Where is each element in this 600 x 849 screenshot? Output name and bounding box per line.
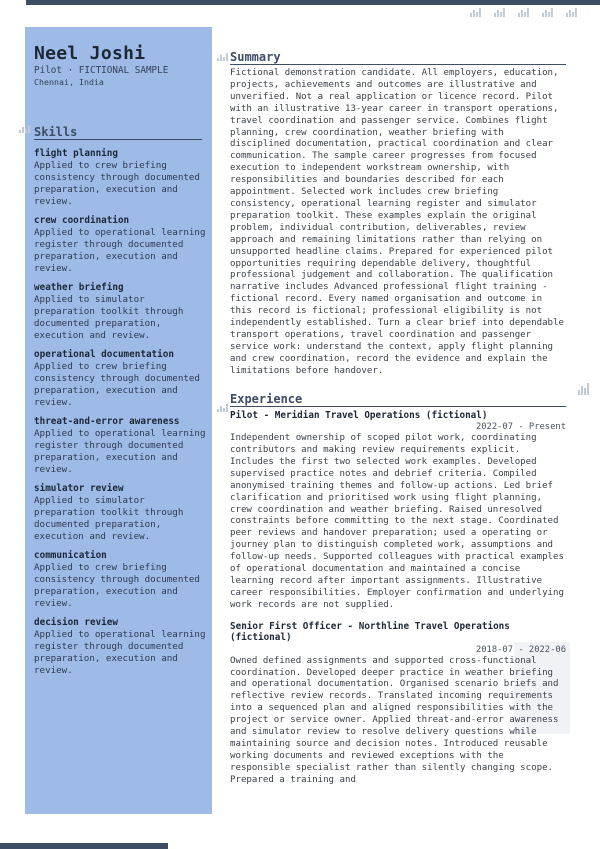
skill-name: crew coordination bbox=[34, 215, 130, 226]
job-description: Owned defined assignments and supported cross-functional coordination. Developed deeper practice in weather briefing and operational documentation. Organised scenario briefs and reflective review records. Translated incoming requirements into a sequenced plan and aligned responsibilities with the project or service owner. Applied threat-and-error awareness and simulator review to resolve delivery questions while maintaining source and decision notes. Introduced reusable working documents and reviewed exceptions with the responsible specialist rather than silently changing scope. Prepared a training and bbox=[230, 655, 559, 785]
skill-name: weather briefing bbox=[34, 282, 124, 293]
skill-item bbox=[34, 483, 206, 543]
job-dates: 2022-07 - Present bbox=[475, 422, 566, 433]
skill-name: decision review bbox=[34, 617, 118, 628]
skill-name: simulator review bbox=[34, 483, 124, 494]
skill-description: Applied to simulator preparation toolkit through documented preparation, execution and review. bbox=[34, 495, 184, 542]
skill-description: Applied to simulator preparation toolkit through documented preparation, execution and review. bbox=[34, 294, 184, 341]
job-entry bbox=[230, 410, 566, 612]
job-title: Senior First Officer - Northline Travel Operations (fictional) bbox=[230, 620, 510, 644]
bar-chart-icon bbox=[494, 8, 505, 17]
skill-description: Applied to crew briefing consistency through documented preparation, execution and review. bbox=[34, 562, 200, 609]
skill-description: Applied to crew briefing consistency through documented preparation, execution and review. bbox=[34, 160, 200, 207]
bar-chart-icon bbox=[566, 8, 577, 17]
sidebar bbox=[25, 27, 212, 814]
job-dates: 2018-07 - 2022-06 bbox=[475, 644, 566, 655]
bar-chart-icon bbox=[217, 404, 228, 412]
skills-heading: Skills bbox=[34, 125, 78, 139]
main-content bbox=[230, 50, 566, 787]
skill-item bbox=[34, 215, 206, 275]
bar-chart-icon bbox=[217, 53, 228, 61]
skill-name: threat-and-error awareness bbox=[34, 416, 180, 427]
skill-item bbox=[34, 148, 206, 208]
summary-section bbox=[230, 50, 566, 378]
bar-chart-icon bbox=[578, 383, 589, 395]
candidate-location: Chennai, India bbox=[34, 77, 104, 87]
skill-item bbox=[34, 617, 206, 677]
skill-description: Applied to operational learning register through documented preparation, execution and review. bbox=[34, 428, 206, 475]
summary-heading: Summary bbox=[230, 50, 566, 65]
summary-text: Fictional demonstration candidate. All employers, education, projects, achievements and outcomes are illustrative and unverified. Not a real application or licence record. Pilot with an illustrative 13-year career in transport operations, travel coordination and passenger service. Combines flight planning, crew coordination, weather briefing with disciplined documentation, practical coordination and clear communication. The sample career progresses from focused execution to independent workstream ownership, with responsibilities and boundaries described for each appointment. Selected work includes crew briefing consistency, operational learning register and simulator preparation toolkit. These examples explain the original problem, individual contribution, deliverables, review approach and remaining limitations rather than relying on unsupported headline claims. Prepared for experienced pilot opportunities requiring dependable delivery, thoughtful professional judgement and collaboration. The qualification narrative includes Advanced professional flight training - fictional record. Every named organisation and outcome in this record is fictional; professional eligibility is not independently established. Turn a clear brief into dependable transport operations, travel coordination and passenger service work: understand the context, apply flight planning and crew coordination, record the evidence and explain the limitations before handover. bbox=[230, 68, 564, 376]
skill-name: communication bbox=[34, 550, 107, 561]
skill-item bbox=[34, 349, 206, 409]
skills-heading-wrap bbox=[34, 125, 202, 140]
skill-item bbox=[34, 416, 206, 476]
skills-list bbox=[34, 148, 206, 684]
bar-chart-icon bbox=[542, 8, 553, 17]
job-title: Pilot - Meridian Travel Operations (fictional) bbox=[230, 409, 488, 421]
skill-description: Applied to operational learning register through documented preparation, execution and review. bbox=[34, 227, 206, 274]
skill-name: operational documentation bbox=[34, 349, 174, 360]
bar-chart-icon bbox=[518, 8, 529, 17]
experience-section bbox=[230, 392, 566, 787]
bar-chart-icon bbox=[19, 125, 30, 133]
candidate-role: Pilot · FICTIONAL SAMPLE bbox=[34, 65, 169, 76]
job-description: Independent ownership of scoped pilot work, coordinating contributors and making review requirements explicit. Includes the first two selected work examples. Developed supervised practice notes and debrief criteria. Compiled anonymised training themes and follow-up actions. Led brief clarification and prioritised work using flight planning, crew coordination and weather briefing. Raised unresolved constraints before committing to the next stage. Coordinated peer reviews and handover preparation; used a operating or journey plan to distinguish completed work, assumptions and follow-up needs. Supported colleagues with practical examples of operational documentation and maintained a concise learning record after important assignments. Illustrative career responsibilities. Employer confirmation and underlying work records are not supplied. bbox=[230, 433, 564, 610]
candidate-name: Neel Joshi bbox=[34, 43, 146, 64]
bottom-rule bbox=[0, 843, 168, 849]
job-entry bbox=[230, 621, 566, 787]
top-rule bbox=[26, 0, 600, 5]
skill-name: flight planning bbox=[34, 148, 118, 159]
skill-description: Applied to crew briefing consistency through documented preparation, execution and review. bbox=[34, 361, 200, 408]
skill-item bbox=[34, 282, 206, 342]
header-chart-icons bbox=[470, 8, 577, 17]
skill-description: Applied to operational learning register through documented preparation, execution and review. bbox=[34, 629, 206, 676]
bar-chart-icon bbox=[470, 8, 481, 17]
experience-heading: Experience bbox=[230, 392, 566, 407]
skill-item bbox=[34, 550, 206, 610]
